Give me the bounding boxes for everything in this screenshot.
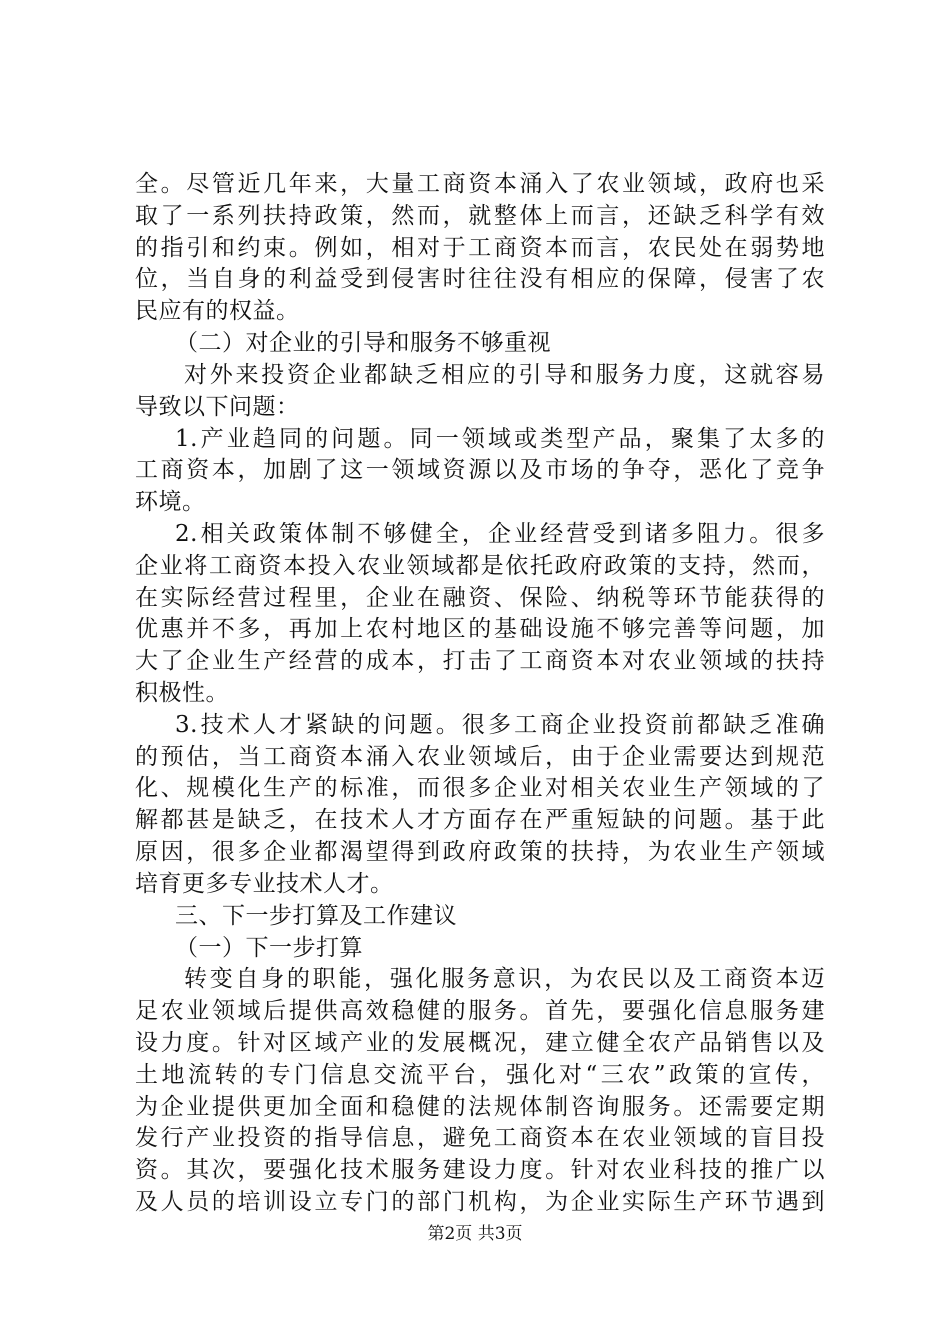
list-item-3: 3.技术人才紧缺的问题。很多工商企业投资前都缺乏准确 [175,712,825,738]
text-line: 环境。 [135,489,206,515]
text-line: 土地流转的专门信息交流平台，强化对“三农”政策的宣传， [135,1062,825,1088]
text-line: 化、规模化生产的标准，而很多企业对相关农业生产领域的了 [135,775,825,801]
text-line: 位，当自身的利益受到侵害时往往没有相应的保障，侵害了农 [135,266,825,292]
text-line: 资。其次，要强化技术服务建设力度。针对农业科技的推广以 [135,1157,825,1183]
section-heading: 三、下一步打算及工作建议 [175,903,457,929]
text-line: 解都甚是缺乏，在技术人才方面存在严重短缺的问题。基于此 [135,807,825,833]
text-line: 为企业提供更加全面和稳健的法规体制咨询服务。还需要定期 [135,1094,825,1120]
text-line: 优惠并不多，再加上农村地区的基础设施不够完善等问题，加 [135,616,825,642]
text-line: 民应有的权益。 [135,298,300,324]
subsection-heading: （一）下一步打算 [175,935,363,961]
paragraph-first-line: 转变自身的职能，强化服务意识，为农民以及工商资本迈 [184,966,825,992]
section-heading: （二）对企业的引导和服务不够重视 [175,330,551,356]
text-line: 发行产业投资的指导信息，避免工商资本在农业领域的盲目投 [135,1125,825,1151]
text-line: 原因，很多企业都渴望得到政府政策的扶持，为农业生产领域 [135,839,825,865]
text-line: 导致以下问题： [135,394,300,420]
text-line: 积极性。 [135,680,229,706]
text-line: 企业将工商资本投入农业领域都是依托政府政策的支持，然而， [135,553,825,579]
text-line: 设力度。针对区域产业的发展概况，建立健全农产品销售以及 [135,1030,825,1056]
text-line: 工商资本，加剧了这一领域资源以及市场的争夺，恶化了竞争 [135,457,825,483]
text-line: 足农业领域后提供高效稳健的服务。首先，要强化信息服务建 [135,998,825,1024]
list-item-2: 2.相关政策体制不够健全，企业经营受到诸多阻力。很多 [175,521,825,547]
text-line: 全。尽管近几年来，大量工商资本涌入了农业领域，政府也采 [135,171,825,197]
text-line: 的预估，当工商资本涌入农业领域后，由于企业需要达到规范 [135,744,825,770]
text-line: 培育更多专业技术人才。 [135,871,394,897]
text-line: 及人员的培训设立专门的部门机构，为企业实际生产环节遇到 [135,1189,825,1215]
text-line: 大了企业生产经营的成本，打击了工商资本对农业领域的扶持 [135,648,825,674]
text-line: 的指引和约束。例如，相对于工商资本而言，农民处在弱势地 [135,235,825,261]
paragraph-first-line: 对外来投资企业都缺乏相应的引导和服务力度，这就容易 [184,362,825,388]
page-number-footer: 第2页 共3页 [427,1224,523,1244]
text-line: 在实际经营过程里，企业在融资、保险、纳税等环节能获得的 [135,585,825,611]
text-line: 取了一系列扶持政策，然而，就整体上而言，还缺乏科学有效 [135,203,825,229]
list-item-1: 1.产业趋同的问题。同一领域或类型产品，聚集了太多的 [175,426,825,452]
